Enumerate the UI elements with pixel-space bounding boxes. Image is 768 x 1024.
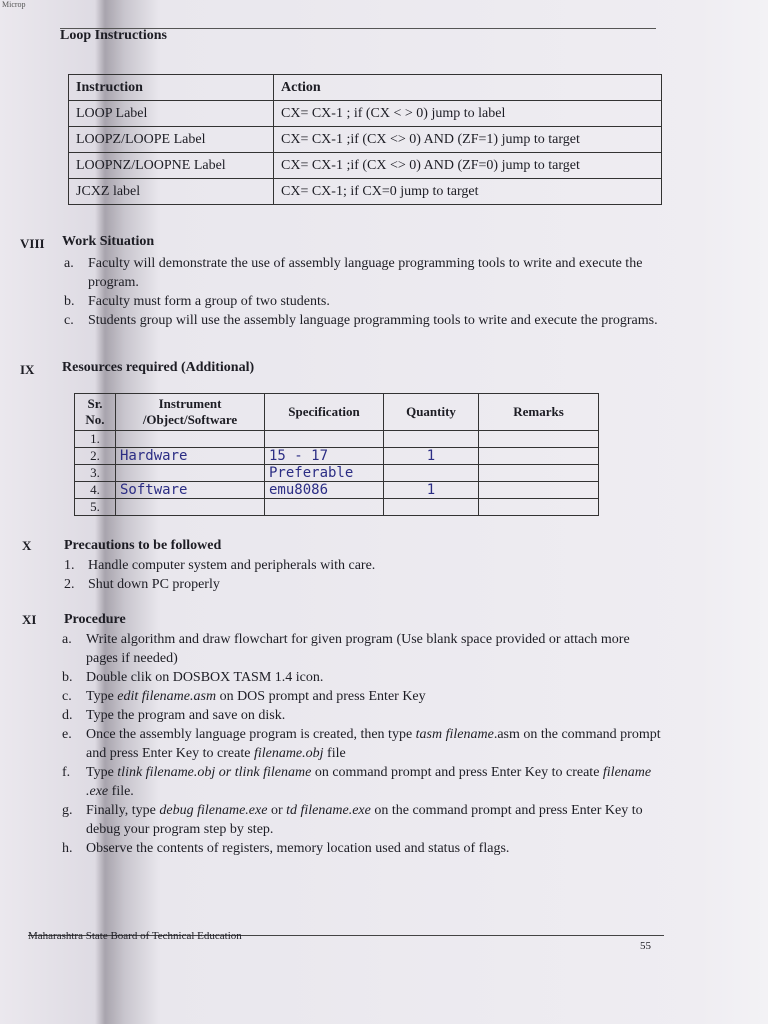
list-marker: 1. [64,558,75,573]
list-item [64,575,664,594]
list-item [62,725,664,763]
section-title: Resources required (Additional) [62,360,255,375]
list-text: Type [86,689,118,704]
list-text: Shut down PC properly [88,577,220,592]
table-cell: LOOPZ/LOOPE Label [69,127,274,153]
list-marker: c. [64,313,74,328]
table-cell [479,431,599,448]
command-text: tasm filename [415,727,494,742]
list-text: Students group will use the assembly language programming tools to write and execute the programs. [88,313,658,328]
list-item [62,763,664,801]
table-cell: Preferable [265,465,384,482]
list-item [64,292,662,311]
command-text: edit filename.asm [117,689,217,704]
table-cell [384,499,479,516]
table-cell: JCXZ label [69,179,274,205]
list-text: Faculty will demonstrate the use of assembly language programming tools to write and execute the program. [88,256,643,290]
table-cell [116,499,265,516]
column-header: Specification [265,394,384,431]
loop-instructions-title: Loop Instructions [60,28,167,43]
table-cell [479,448,599,465]
precautions-list [64,556,664,594]
list-item [62,801,664,839]
column-header: Remarks [479,394,599,431]
table-cell: CX= CX-1 ;if (CX <> 0) AND (ZF=0) jump to target [274,153,662,179]
section-number: VIII [20,236,45,251]
table-header-row [69,75,662,101]
list-text: Write algorithm and draw flowchart for given program (Use blank space provided or attach more pages if needed) [86,632,630,666]
corner-header-text: Microp [2,0,26,9]
command-text: filename .exe [86,765,652,799]
table-cell: 15 - 17 [265,448,384,465]
list-text: Type the program and save on disk. [86,708,286,723]
procedure-list [62,630,664,858]
list-text: Double clik on DOSBOX TASM 1.4 icon. [86,670,324,685]
loop-instructions-table [68,74,662,205]
work-situation-list [64,254,662,330]
list-marker: a. [64,256,74,271]
table-cell [479,499,599,516]
table-cell [116,431,265,448]
table-row [75,465,599,482]
table-cell [479,465,599,482]
column-header: Sr. No. [75,394,116,431]
table-cell: Software [116,482,265,499]
list-marker: d. [62,708,73,723]
table-cell [116,465,265,482]
page-number: 55 [640,940,651,952]
table-cell [265,431,384,448]
list-marker: g. [62,803,73,818]
column-header: Action [274,75,662,101]
table-cell: 4. [75,482,116,499]
column-header: Instruction [69,75,274,101]
table-row [75,431,599,448]
section-number: XI [22,612,37,627]
list-text: file [323,746,346,761]
table-cell: LOOPNZ/LOOPNE Label [69,153,274,179]
command-text: td filename.exe [286,803,371,818]
command-text: filename.obj [253,746,324,761]
table-row [75,448,599,465]
list-text: Observe the contents of registers, memory location used and status of flags. [86,841,510,856]
list-text: Once the assembly language program is created, then type [86,727,416,742]
list-marker: 2. [64,577,75,592]
table-cell: 1 [384,482,479,499]
section-title: Precautions to be followed [64,538,222,553]
table-cell [265,499,384,516]
table-row [69,127,662,153]
list-text: Type [86,765,118,780]
list-text: or [267,803,287,818]
section-title: Work Situation [62,234,155,249]
table-cell: 1. [75,431,116,448]
command-text: tlink filename.obj or tlink filename [117,765,312,780]
list-item [62,630,664,668]
list-marker: a. [62,632,72,647]
table-cell: CX= CX-1 ; if (CX < > 0) jump to label [274,101,662,127]
list-item [64,556,664,575]
list-marker: e. [62,727,72,742]
column-header: Quantity [384,394,479,431]
section-number: X [22,538,32,553]
table-row [69,179,662,205]
list-text: Handle computer system and peripherals with care. [88,558,376,573]
list-text: on the command prompt and press Enter Key to debug your program step by step. [86,803,643,837]
command-text: debug filename.exe [159,803,268,818]
list-marker: h. [62,841,73,856]
table-row [69,101,662,127]
list-text: Finally, type [86,803,160,818]
table-cell: 2. [75,448,116,465]
list-text: .asm on the command prompt and press Enter Key to create [86,727,661,761]
section-number: IX [20,362,35,377]
table-cell: 3. [75,465,116,482]
table-cell [384,431,479,448]
table-cell [479,482,599,499]
list-text: file. [108,784,134,799]
table-cell: Hardware [116,448,265,465]
list-item [62,839,664,858]
table-cell: CX= CX-1 ;if (CX <> 0) AND (ZF=1) jump to target [274,127,662,153]
list-text: on command prompt and press Enter Key to create [311,765,603,780]
list-marker: c. [62,689,72,704]
list-text: Faculty must form a group of two students. [88,294,330,309]
list-marker: b. [64,294,75,309]
column-header: Instrument /Object/Software [116,394,265,431]
table-cell: emu8086 [265,482,384,499]
resources-table [74,393,599,516]
section-title: Procedure [64,612,126,627]
list-item [62,706,664,725]
list-item [62,687,664,706]
list-marker: b. [62,670,73,685]
table-cell: LOOP Label [69,101,274,127]
list-item [62,668,664,687]
list-item [64,254,662,292]
table-cell: CX= CX-1; if CX=0 jump to target [274,179,662,205]
table-row [69,153,662,179]
table-row [75,482,599,499]
table-cell: 1 [384,448,479,465]
table-cell [384,465,479,482]
table-header-row [75,394,599,431]
table-cell: 5. [75,499,116,516]
list-item [64,311,662,330]
footer-organization: Maharashtra State Board of Technical Education [28,930,242,942]
list-marker: f. [62,765,71,780]
list-text: on DOS prompt and press Enter Key [216,689,426,704]
table-row [75,499,599,516]
